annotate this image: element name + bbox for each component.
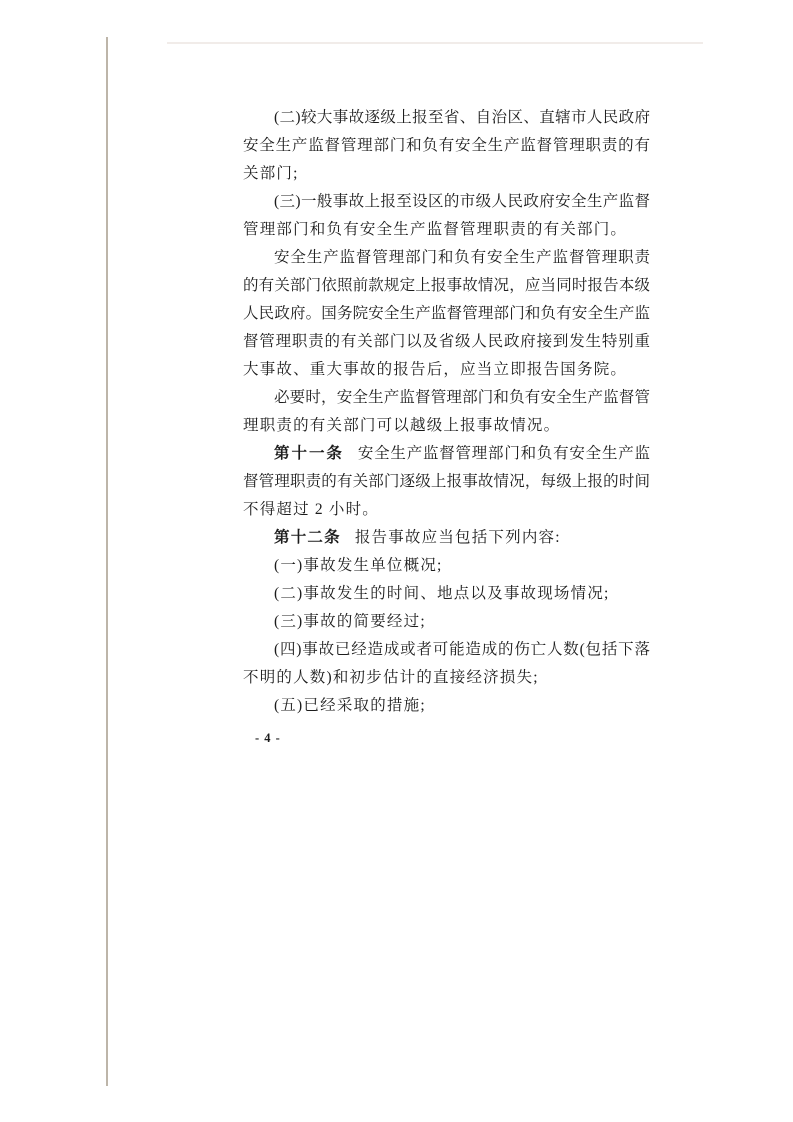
- text-line: 督管理职责的有关部门逐级上报事故情况，每级上报的时间: [243, 473, 650, 490]
- article-number: 第十一条: [274, 445, 344, 462]
- text-line: [243, 440, 650, 468]
- text-line: (二)较大事故逐级上报至省、自治区、直辖市人民政府: [274, 109, 650, 126]
- text-line: 安全生产监督管理部门和负有安全生产监督管理职责的有: [243, 137, 650, 154]
- text-line: (一)事故发生单位概况;: [274, 557, 443, 574]
- text-line: 不得超过 2 小时。: [243, 501, 380, 518]
- text-line: 管理部门和负有安全生产监督管理职责的有关部门。: [243, 221, 628, 238]
- line-text: 报告事故应当包括下列内容:: [354, 529, 561, 546]
- text-line: 关部门;: [243, 165, 299, 182]
- text-line: [243, 524, 650, 552]
- text-line: 安全生产监督管理部门和负有安全生产监督管理职责: [274, 249, 650, 266]
- text-line: 人民政府。国务院安全生产监督管理部门和负有安全生产监: [243, 305, 650, 322]
- text-line: 不明的人数)和初步估计的直接经济损失;: [243, 669, 539, 686]
- page-number: - 4 -: [255, 731, 281, 745]
- article-number: 第十二条: [274, 529, 341, 546]
- text-line: 大事故、重大事故的报告后，应当立即报告国务院。: [243, 361, 628, 378]
- text-line: (四)事故已经造成或者可能造成的伤亡人数(包括下落: [274, 641, 650, 658]
- text-line: (三)一般事故上报至设区的市级人民政府安全生产监督: [274, 193, 650, 210]
- line-text: 安全生产监督管理部门和负有安全生产监: [357, 445, 650, 462]
- text-line: 必要时，安全生产监督管理部门和负有安全生产监督管: [274, 389, 650, 406]
- scan-edge-horizontal-line: [167, 42, 703, 44]
- text-line: (三)事故的简要经过;: [274, 613, 426, 630]
- text-line: 的有关部门依照前款规定上报事故情况，应当同时报告本级: [243, 277, 650, 294]
- scan-edge-vertical-line: [106, 37, 108, 1086]
- text-line: (五)已经采取的措施;: [274, 697, 426, 714]
- text-line: 理职责的有关部门可以越级上报事故情况。: [243, 417, 561, 434]
- text-block: [243, 104, 650, 720]
- text-line: (二)事故发生的时间、地点以及事故现场情况;: [274, 585, 610, 602]
- text-line: 督管理职责的有关部门以及省级人民政府接到发生特别重: [243, 333, 650, 350]
